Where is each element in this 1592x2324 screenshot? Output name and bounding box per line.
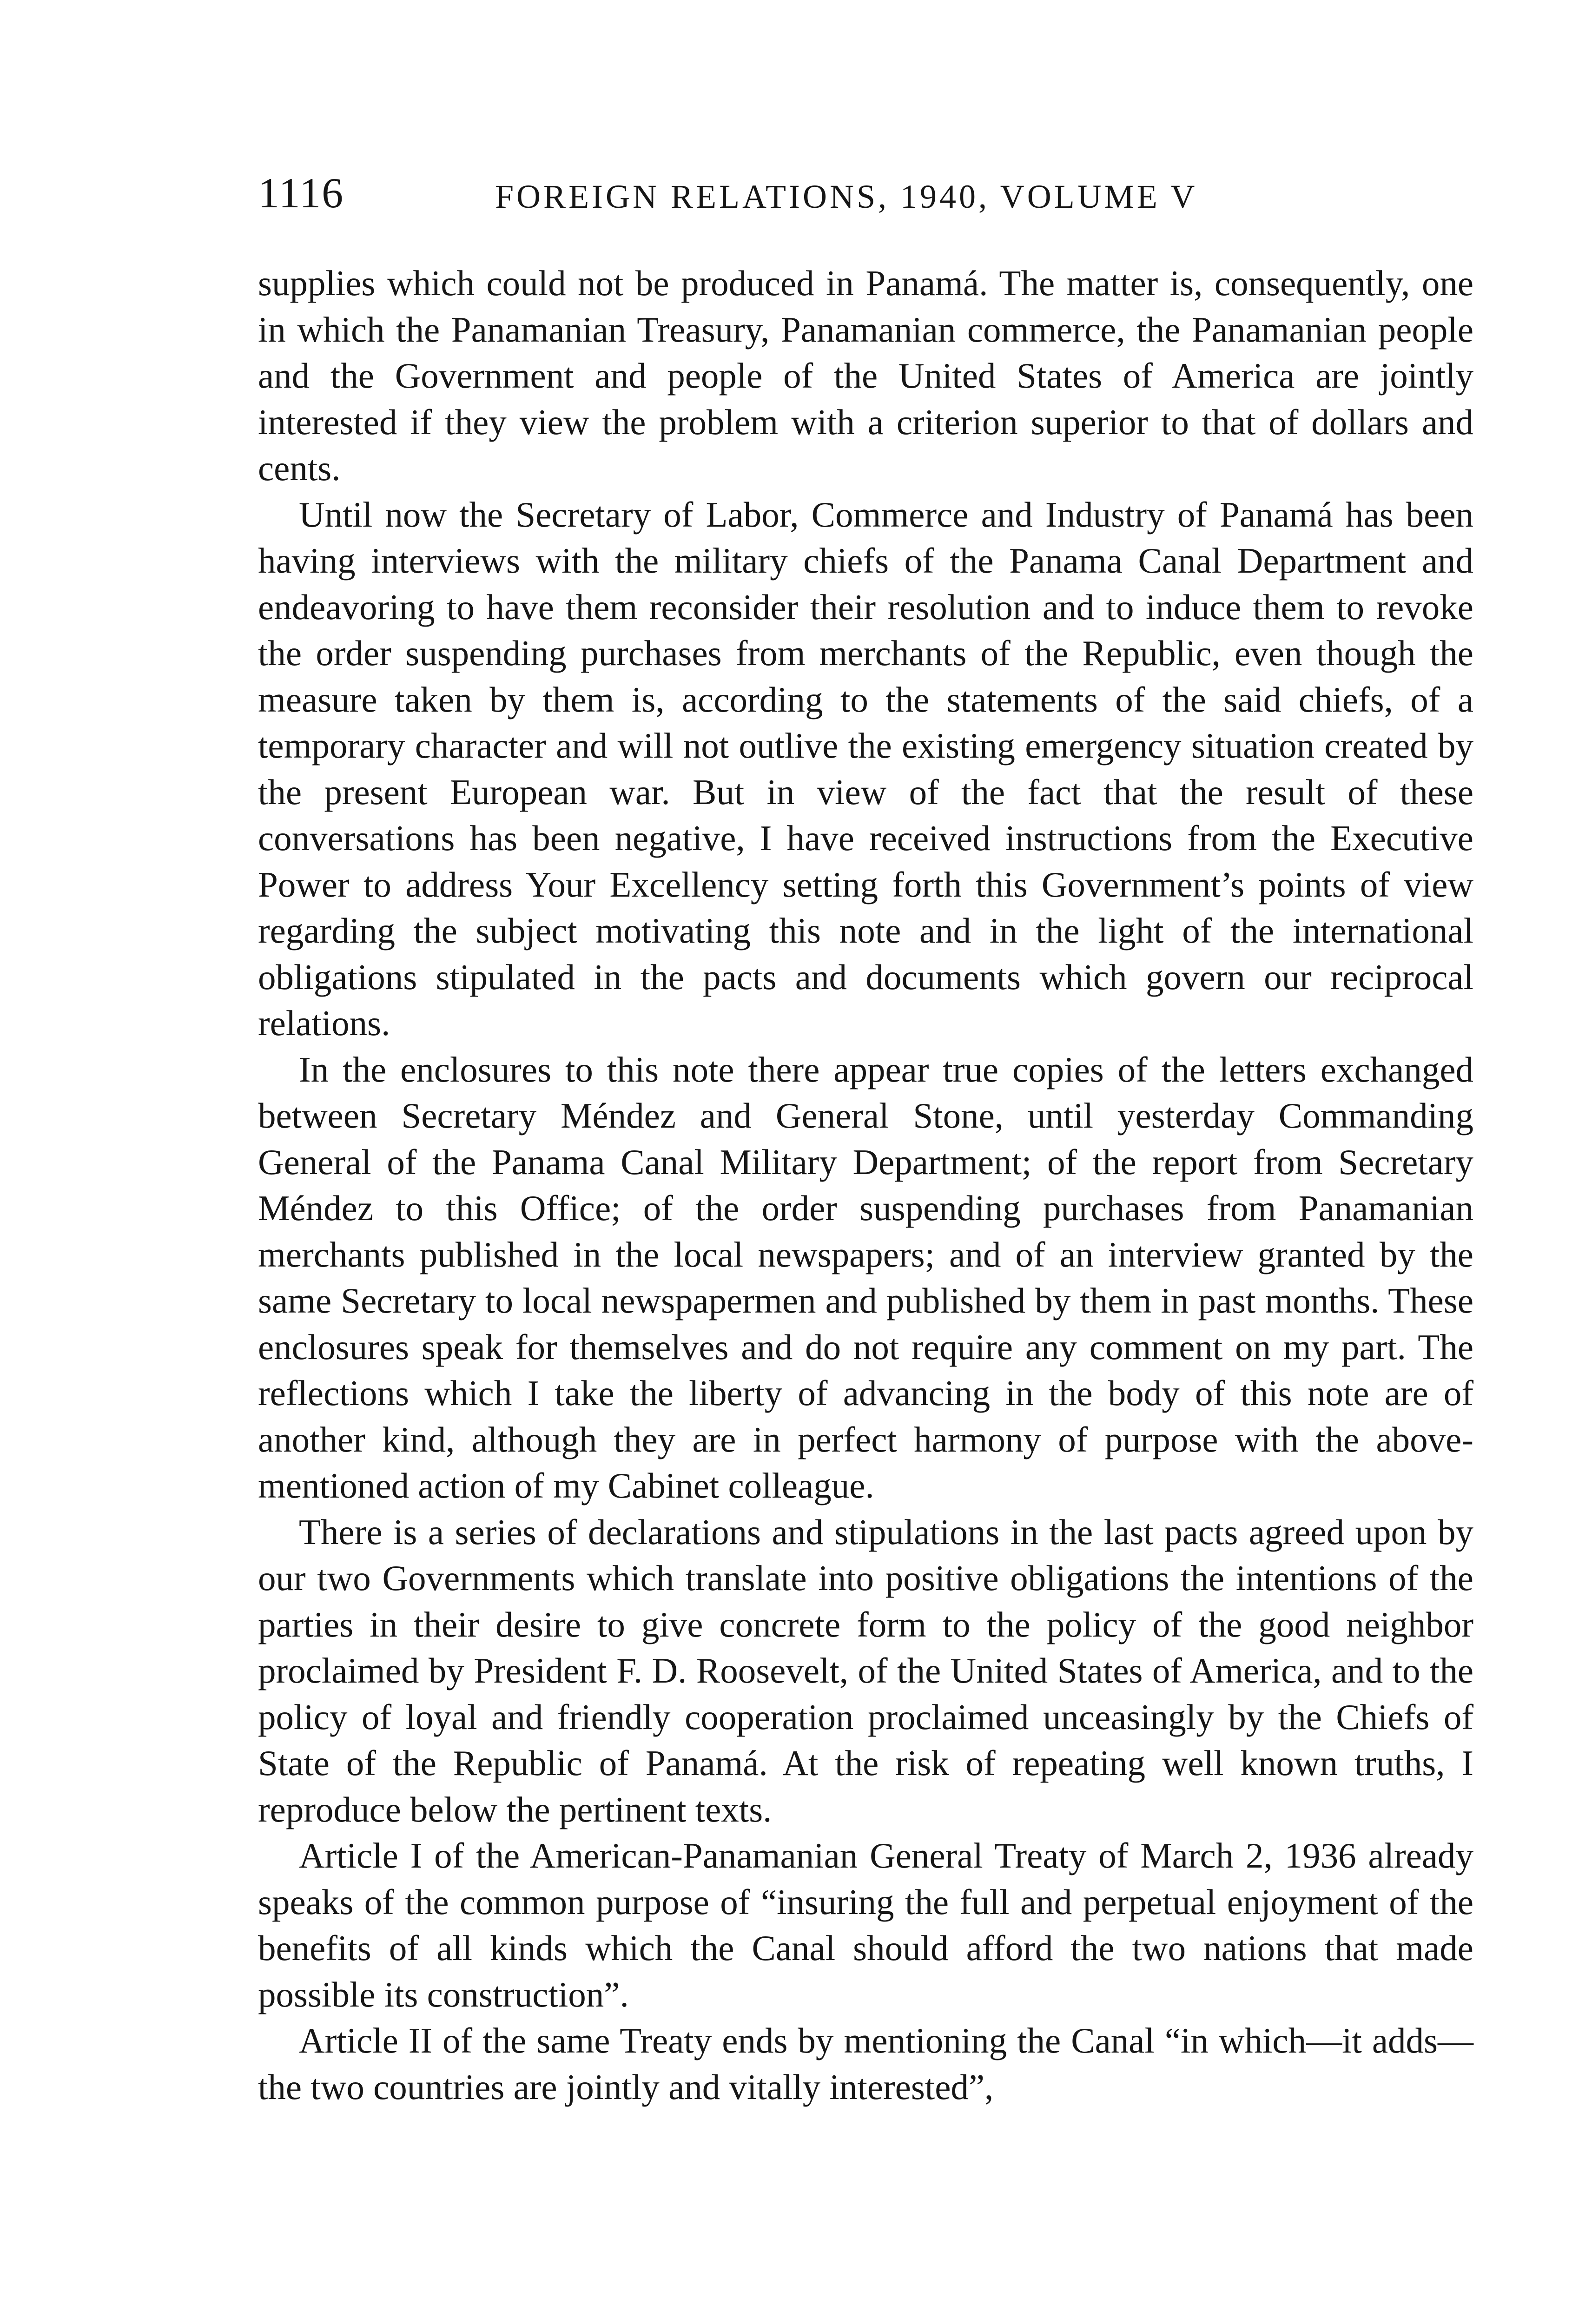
- running-header: [258, 167, 1473, 237]
- body-text: [258, 260, 1473, 2110]
- paragraph-article-i: Article I of the American-Panamanian General Treaty of March 2, 1936 already speaks of the common purpose of “insuring the full and perpetual enjoyment of the benefits of all kinds which the Canal should afford the two nations that made possible its construction”.: [258, 1835, 1473, 2014]
- document-page: [258, 167, 1473, 2324]
- running-title: FOREIGN RELATIONS, 1940, VOLUME V: [495, 178, 1198, 215]
- paragraph-article-ii: Article II of the same Treaty ends by mentioning the Canal “in which—it adds—the two countries are jointly and vitally interested”,: [258, 2020, 1473, 2107]
- paragraph-declarations: There is a series of declarations and stipulations in the last pacts agreed upon by our two Governments which translate into positive obligations the intentions of the parties in their desire to give concrete form to the policy of the good neighbor proclaimed by President F. D. Roosevelt, of the United States of America, and to the policy of loyal and friendly cooperation proclaimed unceasingly by the Chiefs of State of the Republic of Panamá. At the risk of repeating well known truths, I reproduce below the pertinent texts.: [258, 1512, 1473, 1829]
- paragraph-enclosures: In the enclosures to this note there appear true copies of the letters exchanged between Secretary Méndez and General Stone, until yesterday Commanding General of the Panama Canal Military Department; of the report from Secretary Méndez to this Office; of the order suspending purchases from Panamanian merchants published in the local newspapers; and of an interview granted by the same Secretary to local newspapermen and published by them in past months. These enclosures speak for themselves and do not require any comment on my part. The reflections which I take the liberty of advancing in the body of this note are of another kind, although they are in perfect harmony of purpose with the above-mentioned action of my Cabinet colleague.: [258, 1049, 1473, 1505]
- paragraph-secretary-interviews: Until now the Secretary of Labor, Commerce and Industry of Panamá has been having interviews with the military chiefs of the Panama Canal Department and endeavoring to have them reconsider their resolution and to induce them to revoke the order suspending purchases from merchants of the Republic, even though the measure taken by them is, according to the statements of the said chiefs, of a temporary character and will not outlive the existing emergency situation created by the present European war. But in view of the fact that the result of these conversations has been negative, I have received instructions from the Executive Power to address Your Excellency setting forth this Government’s points of view regarding the subject motivating this note and in the light of the international obligations stipulated in the pacts and documents which govern our reciprocal relations.: [258, 494, 1473, 1043]
- page-number: 1116: [258, 169, 344, 217]
- paragraph-continued: supplies which could not be produced in Panamá. The matter is, consequently, one in which the Panamanian Treasury, Panamanian commerce, the Panamanian people and the Government and people of the United States of America are jointly interested if they view the problem with a criterion superior to that of dollars and cents.: [258, 263, 1473, 488]
